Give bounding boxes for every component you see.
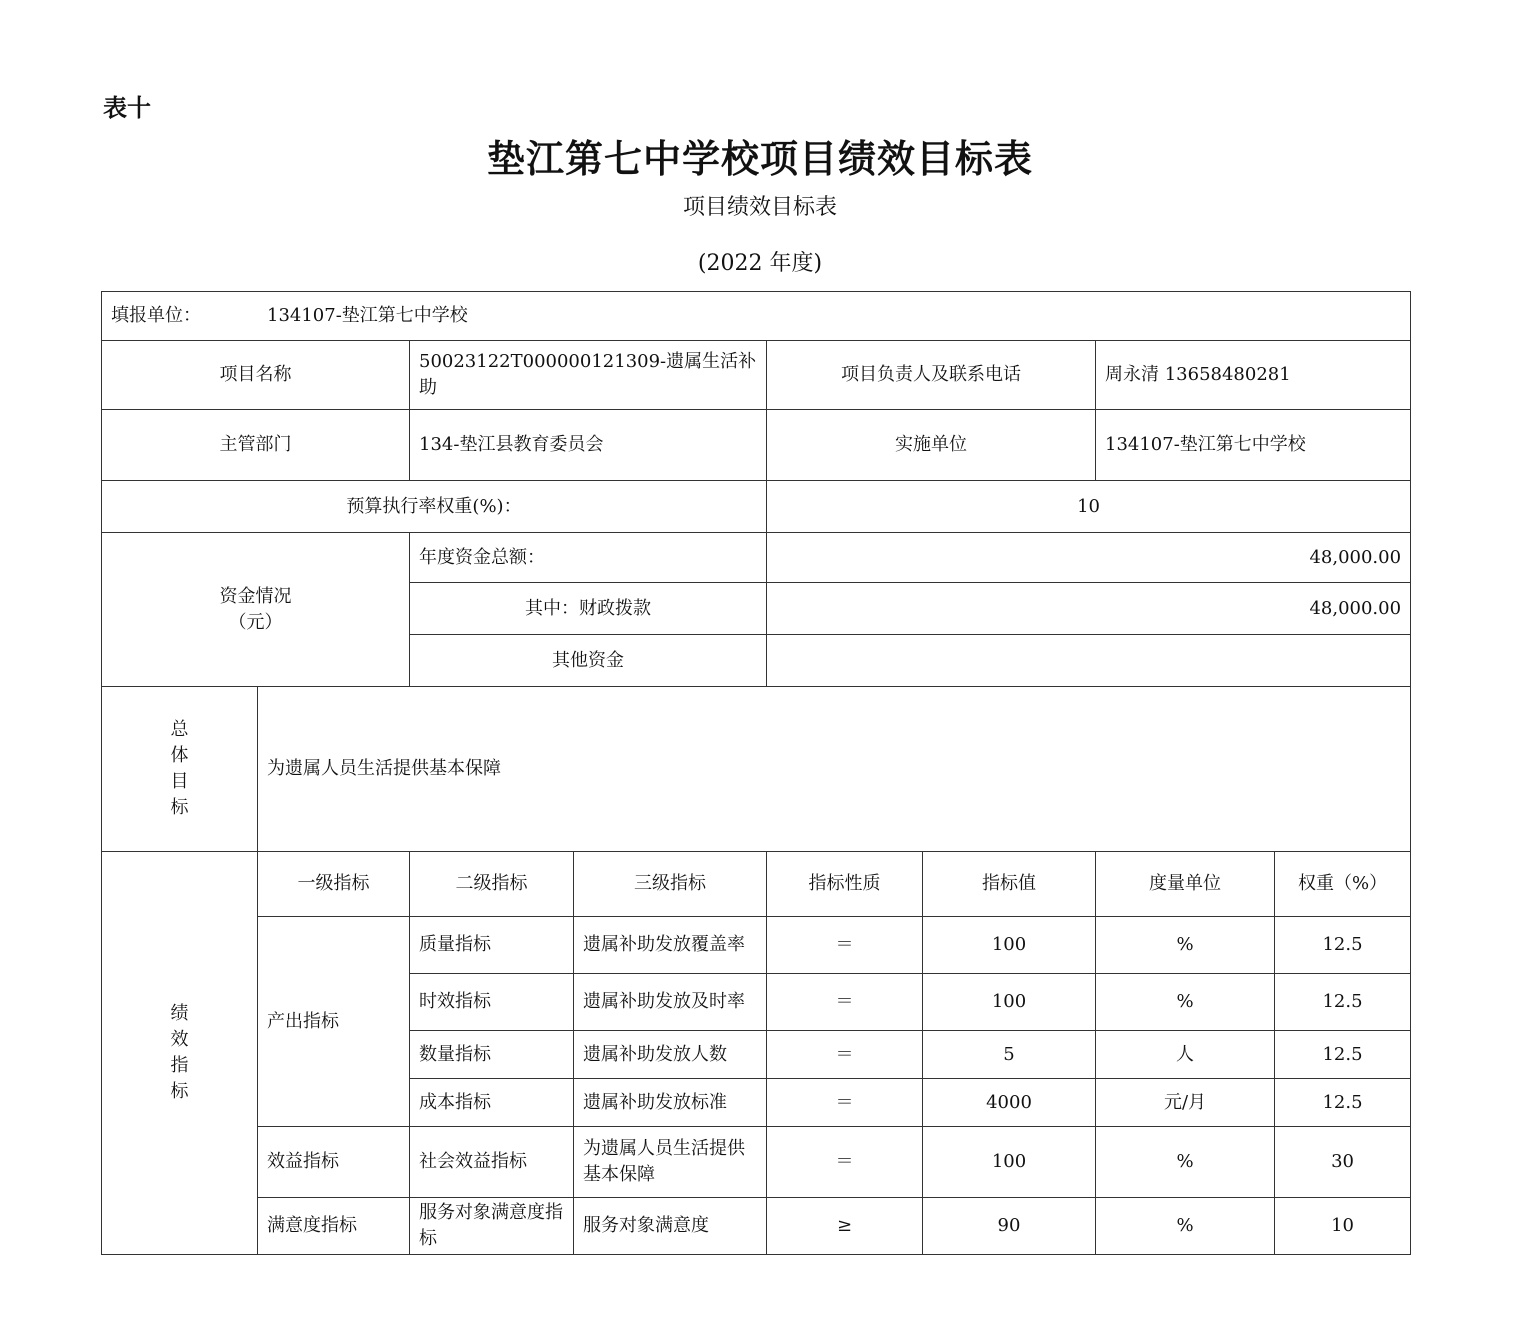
level1-indicator: 效益指标 [258, 1127, 410, 1198]
level3-indicator: 遗属补助发放及时率 [574, 974, 767, 1031]
indicator-nature: ＝ [767, 1031, 923, 1079]
header-unit: 度量单位 [1096, 852, 1275, 917]
funds-label-line1: 资金情况 [219, 585, 292, 607]
project-leader-label: 项目负责人及联系电话 [767, 341, 1096, 410]
funds-fiscal-value: 48,000.00 [767, 583, 1411, 635]
reporting-unit-value: 134107-垫江第七中学校 [267, 305, 468, 326]
indicator-unit: 人 [1096, 1031, 1275, 1079]
indicator-nature: ＝ [767, 1079, 923, 1127]
level2-indicator: 服务对象满意度指标 [410, 1198, 574, 1255]
funds-total-label: 年度资金总额： [410, 533, 767, 583]
header-nature: 指标性质 [767, 852, 923, 917]
overall-target-char: 目 [170, 771, 189, 792]
reporting-unit-cell [102, 292, 1411, 341]
performance-indicator-char: 标 [170, 1081, 189, 1102]
implementing-unit-value: 134107-垫江第七中学校 [1096, 410, 1411, 481]
department-label: 主管部门 [102, 410, 410, 481]
indicator-weight: 12.5 [1275, 917, 1411, 974]
funds-total-row [102, 533, 1411, 583]
project-name-row [102, 341, 1411, 410]
implementing-unit-label: 实施单位 [767, 410, 1096, 481]
budget-rate-row [102, 481, 1411, 533]
performance-target-table [101, 291, 1411, 1255]
project-name-value: 50023122T000000121309-遗属生活补助 [410, 341, 767, 410]
department-row [102, 410, 1411, 481]
level3-indicator: 遗属补助发放人数 [574, 1031, 767, 1079]
performance-indicator-label [102, 852, 258, 1255]
level3-indicator: 为遗属人员生活提供基本保障 [574, 1127, 767, 1198]
overall-target-text: 为遗属人员生活提供基本保障 [258, 687, 1411, 852]
page-title: 垫江第七中学校项目绩效目标表 [486, 136, 1033, 181]
indicator-nature: ＝ [767, 974, 923, 1031]
funds-label [102, 533, 410, 687]
level2-indicator: 质量指标 [410, 917, 574, 974]
fiscal-year: (2022 年度) [697, 251, 823, 276]
indicator-value: 5 [923, 1031, 1096, 1079]
indicator-weight: 12.5 [1275, 974, 1411, 1031]
funds-other-label: 其他资金 [410, 635, 767, 687]
indicator-unit: 元/月 [1096, 1079, 1275, 1127]
level3-indicator: 遗属补助发放覆盖率 [574, 917, 767, 974]
department-value: 134-垫江县教育委员会 [410, 410, 767, 481]
overall-target-row [102, 687, 1411, 852]
level2-indicator: 成本指标 [410, 1079, 574, 1127]
indicator-value: 90 [923, 1198, 1096, 1255]
page-subtitle: 项目绩效目标表 [682, 195, 837, 220]
level1-indicator: 产出指标 [258, 917, 410, 1127]
indicator-value: 4000 [923, 1079, 1096, 1127]
funds-total-value: 48,000.00 [767, 533, 1411, 583]
indicator-nature: ≥ [767, 1198, 923, 1255]
indicator-value: 100 [923, 917, 1096, 974]
indicator-row [102, 1198, 1411, 1255]
indicator-unit: % [1096, 974, 1275, 1031]
indicator-unit: % [1096, 917, 1275, 974]
indicator-weight: 10 [1275, 1198, 1411, 1255]
header-value: 指标值 [923, 852, 1096, 917]
level1-indicator: 满意度指标 [258, 1198, 410, 1255]
overall-target-char: 体 [170, 745, 189, 766]
indicator-weight: 12.5 [1275, 1079, 1411, 1127]
indicator-header-row [102, 852, 1411, 917]
indicator-nature: ＝ [767, 917, 923, 974]
indicator-unit: % [1096, 1198, 1275, 1255]
funds-label-line2: （元） [228, 611, 283, 633]
reporting-unit-row [102, 292, 1411, 341]
header-level2: 二级指标 [410, 852, 574, 917]
level2-indicator: 数量指标 [410, 1031, 574, 1079]
performance-indicator-char: 绩 [170, 1003, 189, 1024]
overall-target-char: 标 [170, 797, 189, 818]
overall-target-char: 总 [170, 719, 189, 740]
header-weight: 权重（%） [1275, 852, 1411, 917]
project-name-label: 项目名称 [102, 341, 410, 410]
project-leader-value: 周永清 13658480281 [1096, 341, 1411, 410]
level3-indicator: 遗属补助发放标准 [574, 1079, 767, 1127]
overall-target-label [102, 687, 258, 852]
indicator-unit: % [1096, 1127, 1275, 1198]
header-level3: 三级指标 [574, 852, 767, 917]
indicator-nature: ＝ [767, 1127, 923, 1198]
funds-other-value [767, 635, 1411, 687]
document-label: 表十 [103, 94, 151, 122]
level3-indicator: 服务对象满意度 [574, 1198, 767, 1255]
performance-indicator-char: 指 [170, 1055, 189, 1076]
header-level1: 一级指标 [258, 852, 410, 917]
indicator-row [102, 1127, 1411, 1198]
reporting-unit-label: 填报单位： [111, 305, 201, 326]
level2-indicator: 时效指标 [410, 974, 574, 1031]
level2-indicator: 社会效益指标 [410, 1127, 574, 1198]
indicator-weight: 30 [1275, 1127, 1411, 1198]
budget-rate-value: 10 [767, 481, 1411, 533]
indicator-value: 100 [923, 1127, 1096, 1198]
budget-rate-label: 预算执行率权重(%)： [102, 481, 767, 533]
indicator-value: 100 [923, 974, 1096, 1031]
funds-fiscal-label: 其中：财政拨款 [410, 583, 767, 635]
performance-indicator-char: 效 [170, 1029, 189, 1050]
indicator-row [102, 917, 1411, 974]
indicator-weight: 12.5 [1275, 1031, 1411, 1079]
